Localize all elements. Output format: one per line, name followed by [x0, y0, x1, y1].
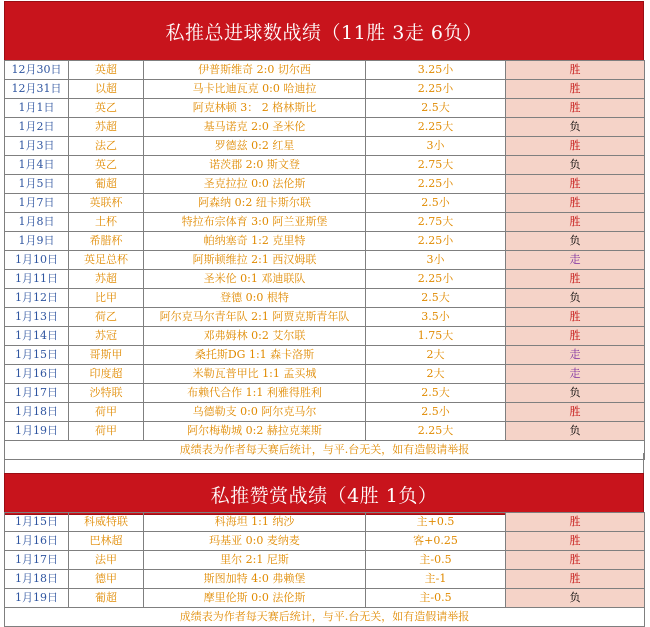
disclaimer-note: 成绩表为作者每天赛后统计，与平.台无关，如有造假请举报 — [5, 608, 645, 627]
date-cell: 1月19日 — [5, 422, 69, 441]
bet-cell: 3小 — [366, 137, 506, 156]
table-row — [5, 365, 645, 384]
table-row — [5, 422, 645, 441]
match-cell: 玛基亚 0:0 麦纳麦 — [144, 532, 366, 551]
date-cell: 1月9日 — [5, 232, 69, 251]
result-cell: 胜 — [506, 308, 645, 327]
table-row — [5, 327, 645, 346]
league-cell: 苏超 — [69, 270, 144, 289]
league-cell: 荷甲 — [69, 422, 144, 441]
league-cell: 荷乙 — [69, 308, 144, 327]
match-cell: 摩里伦斯 0:0 法伦斯 — [144, 589, 366, 608]
bet-cell: 2.5小 — [366, 403, 506, 422]
match-cell: 圣克拉拉 0:0 法伦斯 — [144, 175, 366, 194]
bet-cell: 主-0.5 — [366, 589, 506, 608]
section2-table-body — [5, 513, 645, 627]
bet-cell: 2.5大 — [366, 384, 506, 403]
result-cell: 胜 — [506, 570, 645, 589]
match-cell: 斯图加特 4:0 弗赖堡 — [144, 570, 366, 589]
result-cell: 胜 — [506, 403, 645, 422]
date-cell: 1月16日 — [5, 365, 69, 384]
league-cell: 希腊杯 — [69, 232, 144, 251]
table-row — [5, 308, 645, 327]
league-cell: 葡超 — [69, 175, 144, 194]
date-cell: 1月2日 — [5, 118, 69, 137]
league-cell: 英联杯 — [69, 194, 144, 213]
section1-table — [4, 60, 645, 460]
result-cell: 走 — [506, 365, 645, 384]
table-row — [5, 384, 645, 403]
table-row — [5, 289, 645, 308]
bet-cell: 1.75大 — [366, 327, 506, 346]
disclaimer-note: 成绩表为作者每天赛后统计，与平.台无关，如有造假请举报 — [5, 441, 645, 460]
match-cell: 诺茨郡 2:0 斯文登 — [144, 156, 366, 175]
result-cell: 走 — [506, 251, 645, 270]
match-cell: 登德 0:0 根特 — [144, 289, 366, 308]
match-cell: 阿森纳 0:2 纽卡斯尔联 — [144, 194, 366, 213]
league-cell: 巴林超 — [69, 532, 144, 551]
table-row — [5, 532, 645, 551]
table-row — [5, 513, 645, 532]
section1-title: 私推总进球数战绩（11胜 3走 6负） — [4, 1, 644, 61]
result-cell: 胜 — [506, 80, 645, 99]
result-cell: 负 — [506, 422, 645, 441]
league-cell: 英超 — [69, 61, 144, 80]
match-cell: 基马诺克 2:0 圣米伦 — [144, 118, 366, 137]
match-cell: 阿尔克马尔青年队 2:1 阿贾克斯青年队 — [144, 308, 366, 327]
bet-cell: 主+0.5 — [366, 513, 506, 532]
result-cell: 胜 — [506, 532, 645, 551]
table-row — [5, 194, 645, 213]
bet-cell: 2.5小 — [366, 194, 506, 213]
date-cell: 1月16日 — [5, 532, 69, 551]
match-cell: 罗德兹 0:2 红星 — [144, 137, 366, 156]
match-cell: 科海坦 1:1 纳沙 — [144, 513, 366, 532]
table-row — [5, 213, 645, 232]
result-cell: 走 — [506, 346, 645, 365]
bet-cell: 2大 — [366, 346, 506, 365]
match-cell: 伊普斯维奇 2:0 切尔西 — [144, 61, 366, 80]
bet-cell: 2.25小 — [366, 80, 506, 99]
result-cell: 胜 — [506, 213, 645, 232]
league-cell: 沙特联 — [69, 384, 144, 403]
league-cell: 英乙 — [69, 156, 144, 175]
bet-cell: 2.25小 — [366, 270, 506, 289]
league-cell: 葡超 — [69, 589, 144, 608]
table-row — [5, 80, 645, 99]
bet-cell: 2.25小 — [366, 175, 506, 194]
section1-table-body — [5, 61, 645, 460]
bet-cell: 2.5大 — [366, 289, 506, 308]
date-cell: 1月18日 — [5, 403, 69, 422]
result-cell: 负 — [506, 156, 645, 175]
bet-cell: 客+0.25 — [366, 532, 506, 551]
date-cell: 1月11日 — [5, 270, 69, 289]
bet-cell: 3.5小 — [366, 308, 506, 327]
league-cell: 苏超 — [69, 118, 144, 137]
league-cell: 土杯 — [69, 213, 144, 232]
table-row — [5, 251, 645, 270]
match-cell: 圣米伦 0:1 邓迪联队 — [144, 270, 366, 289]
league-cell: 荷甲 — [69, 403, 144, 422]
league-cell: 科威特联 — [69, 513, 144, 532]
league-cell: 法甲 — [69, 551, 144, 570]
date-cell: 1月17日 — [5, 551, 69, 570]
result-cell: 胜 — [506, 137, 645, 156]
result-cell: 负 — [506, 589, 645, 608]
date-cell: 1月8日 — [5, 213, 69, 232]
result-cell: 胜 — [506, 513, 645, 532]
date-cell: 1月17日 — [5, 384, 69, 403]
table-row — [5, 346, 645, 365]
league-cell: 英足总杯 — [69, 251, 144, 270]
table-row — [5, 99, 645, 118]
match-cell: 阿克林顿 3： 2 格林斯比 — [144, 99, 366, 118]
table-row — [5, 570, 645, 589]
bet-cell: 3小 — [366, 251, 506, 270]
match-cell: 乌德勒支 0:0 阿尔克马尔 — [144, 403, 366, 422]
table-row — [5, 403, 645, 422]
result-cell: 胜 — [506, 61, 645, 80]
bet-cell: 2.75大 — [366, 213, 506, 232]
date-cell: 1月7日 — [5, 194, 69, 213]
match-cell: 阿尔梅勒城 0:2 赫拉克莱斯 — [144, 422, 366, 441]
date-cell: 1月5日 — [5, 175, 69, 194]
table-row — [5, 175, 645, 194]
bet-cell: 主-0.5 — [366, 551, 506, 570]
bet-cell: 2.75大 — [366, 156, 506, 175]
table-row — [5, 232, 645, 251]
date-cell: 1月13日 — [5, 308, 69, 327]
date-cell: 1月12日 — [5, 289, 69, 308]
match-cell: 特拉布宗体育 3:0 阿兰亚斯堡 — [144, 213, 366, 232]
match-cell: 里尔 2:1 尼斯 — [144, 551, 366, 570]
section2-table — [4, 512, 645, 627]
match-cell: 帕纳塞奇 1:2 克里特 — [144, 232, 366, 251]
league-cell: 法乙 — [69, 137, 144, 156]
league-cell: 以超 — [69, 80, 144, 99]
league-cell: 印度超 — [69, 365, 144, 384]
date-cell: 1月1日 — [5, 99, 69, 118]
match-cell: 米勒瓦普甲比 1:1 孟买城 — [144, 365, 366, 384]
date-cell: 1月15日 — [5, 513, 69, 532]
bet-cell: 2.25大 — [366, 422, 506, 441]
result-cell: 胜 — [506, 175, 645, 194]
match-cell: 桑托斯DG 1:1 森卡洛斯 — [144, 346, 366, 365]
date-cell: 1月10日 — [5, 251, 69, 270]
table-row — [5, 589, 645, 608]
result-cell: 胜 — [506, 270, 645, 289]
table-row — [5, 270, 645, 289]
date-cell: 1月14日 — [5, 327, 69, 346]
date-cell: 12月31日 — [5, 80, 69, 99]
date-cell: 1月4日 — [5, 156, 69, 175]
result-cell: 胜 — [506, 551, 645, 570]
bet-cell: 2.25大 — [366, 118, 506, 137]
date-cell: 1月19日 — [5, 589, 69, 608]
league-cell: 德甲 — [69, 570, 144, 589]
table-row — [5, 137, 645, 156]
bet-cell: 2大 — [366, 365, 506, 384]
bet-cell: 2.25小 — [366, 232, 506, 251]
league-cell: 苏冠 — [69, 327, 144, 346]
note-row — [5, 608, 645, 627]
result-cell: 负 — [506, 384, 645, 403]
table-row — [5, 551, 645, 570]
result-cell: 负 — [506, 118, 645, 137]
result-cell: 胜 — [506, 194, 645, 213]
table-row — [5, 118, 645, 137]
date-cell: 1月15日 — [5, 346, 69, 365]
result-cell: 负 — [506, 232, 645, 251]
date-cell: 1月3日 — [5, 137, 69, 156]
result-cell: 负 — [506, 289, 645, 308]
league-cell: 比甲 — [69, 289, 144, 308]
match-cell: 邓弗姆林 0:2 艾尔联 — [144, 327, 366, 346]
league-cell: 哥斯甲 — [69, 346, 144, 365]
table-row — [5, 156, 645, 175]
table-row — [5, 61, 645, 80]
section-gap — [4, 453, 644, 473]
result-cell: 胜 — [506, 327, 645, 346]
league-cell: 英乙 — [69, 99, 144, 118]
section2-title: 私推赞赏战绩（4胜 1负） — [4, 473, 644, 515]
bet-cell: 主-1 — [366, 570, 506, 589]
match-cell: 阿斯顿维拉 2:1 西汉姆联 — [144, 251, 366, 270]
bet-cell: 2.5大 — [366, 99, 506, 118]
match-cell: 马卡比迪瓦克 0:0 哈迪拉 — [144, 80, 366, 99]
date-cell: 12月30日 — [5, 61, 69, 80]
match-cell: 布赖代合作 1:1 利雅得胜利 — [144, 384, 366, 403]
bet-cell: 3.25小 — [366, 61, 506, 80]
date-cell: 1月18日 — [5, 570, 69, 589]
result-cell: 胜 — [506, 99, 645, 118]
